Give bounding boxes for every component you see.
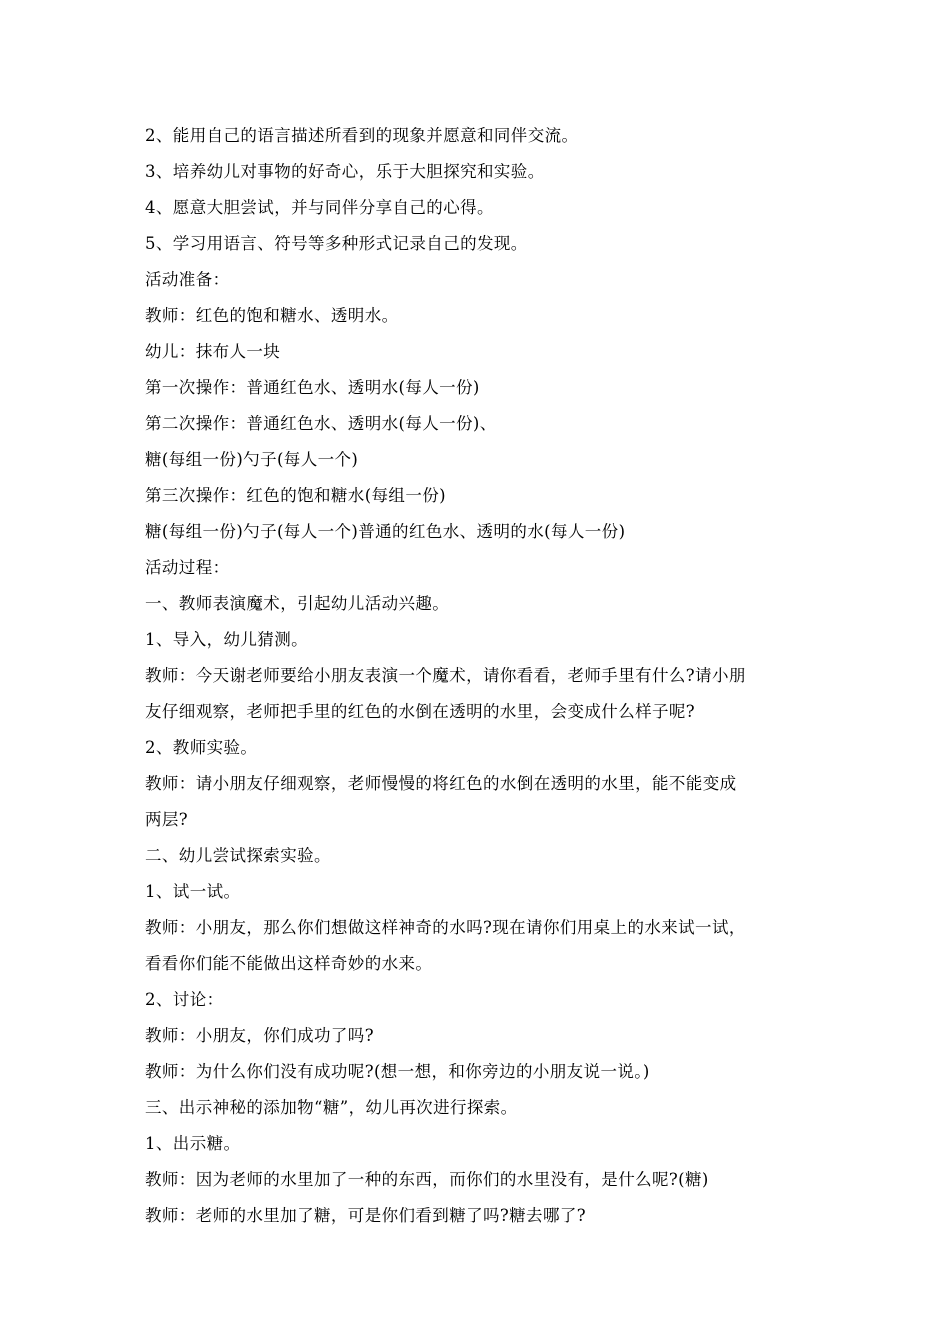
text-line: 一、教师表演魔术，引起幼儿活动兴趣。 (145, 594, 450, 613)
text-line: 两层? (145, 810, 189, 829)
text-line: 教师：请小朋友仔细观察，老师慢慢的将红色的水倒在透明的水里，能不能变成 (145, 774, 737, 793)
text-line: 教师：为什么你们没有成功呢?(想一想，和你旁边的小朋友说一说。) (145, 1062, 650, 1081)
text-line: 2、能用自己的语言描述所看到的现象并愿意和同伴交流。 (145, 126, 579, 145)
text-line: 看看你们能不能做出这样奇妙的水来。 (145, 954, 433, 973)
text-line: 第一次操作：普通红色水、透明水(每人一份) (145, 378, 480, 397)
text-line: 教师：老师的水里加了糖，可是你们看到糖了吗?糖去哪了? (145, 1206, 586, 1225)
text-line: 糖(每组一份)勺子(每人一个)普通的红色水、透明的水(每人一份) (145, 522, 626, 541)
text-line: 友仔细观察，老师把手里的红色的水倒在透明的水里，会变成什么样子呢? (145, 702, 696, 721)
section-heading: 活动过程： (145, 558, 230, 577)
text-line: 二、幼儿尝试探索实验。 (145, 846, 331, 865)
document-body (145, 118, 813, 1234)
text-line: 2、讨论： (145, 990, 224, 1009)
text-line: 教师：因为老师的水里加了一种的东西，而你们的水里没有，是什么呢?(糖) (145, 1170, 709, 1189)
text-line: 5、学习用语言、符号等多种形式记录自己的发现。 (145, 234, 528, 253)
text-line: 教师：小朋友，那么你们想做这样神奇的水吗?现在请你们用桌上的水来试一试， (145, 918, 746, 937)
text-line: 4、愿意大胆尝试，并与同伴分享自己的心得。 (145, 198, 494, 217)
text-line: 第三次操作：红色的饱和糖水(每组一份) (145, 486, 446, 505)
text-line: 糖(每组一份)勺子(每人一个) (145, 450, 359, 469)
section-heading: 活动准备： (145, 270, 230, 289)
text-line: 3、培养幼儿对事物的好奇心，乐于大胆探究和实验。 (145, 162, 545, 181)
text-line: 教师：今天谢老师要给小朋友表演一个魔术，请你看看，老师手里有什么?请小朋 (145, 666, 746, 685)
text-line: 三、出示神秘的添加物“糖”，幼儿再次进行探索。 (145, 1098, 518, 1117)
text-line: 教师：小朋友，你们成功了吗? (145, 1026, 374, 1045)
text-line: 1、导入，幼儿猜测。 (145, 630, 308, 649)
text-line: 幼儿：抹布人一块 (145, 342, 281, 361)
text-line: 1、试一试。 (145, 882, 241, 901)
text-line: 1、出示糖。 (145, 1134, 241, 1153)
text-line: 第二次操作：普通红色水、透明水(每人一份)、 (145, 414, 497, 433)
text-line: 教师：红色的饱和糖水、透明水。 (145, 306, 399, 325)
text-line: 2、教师实验。 (145, 738, 258, 757)
